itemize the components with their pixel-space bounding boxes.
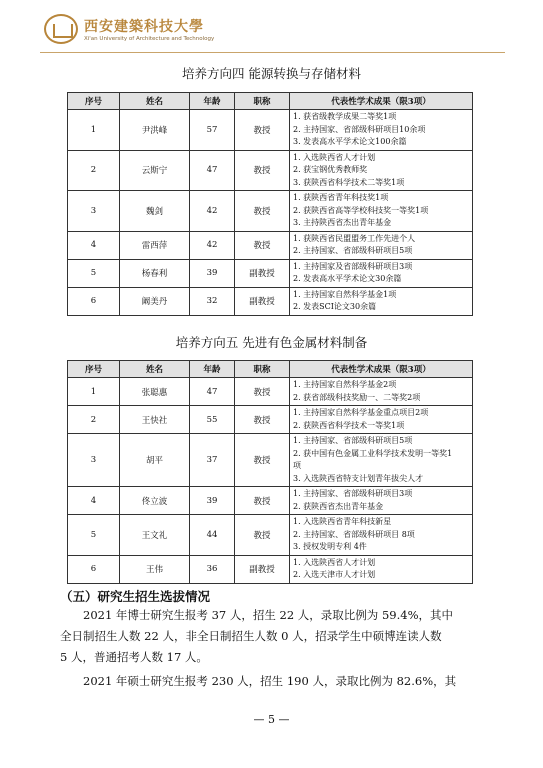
cell-age: 42 — [190, 231, 235, 259]
column-header: 序号 — [68, 93, 120, 110]
achievement-line: 2. 主持国家、省部级科研项目 8项 — [293, 529, 415, 539]
achievement-line: 1. 主持国家、省部级科研项目5项 — [293, 436, 413, 445]
cell-no: 2 — [68, 406, 120, 434]
cell-no: 5 — [68, 515, 120, 556]
cell-title: 教授 — [235, 487, 290, 515]
cell-achievements — [290, 555, 473, 583]
cell-name: 魏剑 — [120, 191, 190, 232]
achievement-line: 2. 获陕西省科学技术一等奖1项 — [293, 420, 405, 430]
achievement-line: 1. 主持国家及省部级科研项目3项 — [293, 261, 413, 271]
achievement-line: 3. 获陕西省科学技术二等奖1项 — [293, 177, 405, 187]
achievement-line: 1. 入选陕西省人才计划 — [293, 152, 376, 162]
cell-age: 47 — [190, 150, 235, 191]
university-name-en: Xi'an University of Architecture and Technology — [84, 36, 215, 42]
table-row — [68, 515, 473, 556]
cell-achievements — [290, 191, 473, 232]
university-logo — [44, 12, 244, 48]
recruitment-paragraph-1 — [60, 605, 480, 668]
achievement-line: 2. 主持国家、省部级科研项目10余项 — [293, 124, 426, 134]
column-header: 姓名 — [120, 361, 190, 378]
recruitment-heading: （五）研究生招生选拔情况 — [60, 589, 211, 604]
cell-achievements — [290, 150, 473, 191]
cell-title: 副教授 — [235, 259, 290, 287]
achievement-line: 2. 发表SCI论文30余篇 — [293, 302, 377, 311]
cell-name: 王伟 — [120, 555, 190, 583]
table-row — [68, 110, 473, 151]
paragraph-line: 2021 年硕士研究生报考 230 人，招生 190 人，录取比例为 82.6%，其 — [83, 674, 457, 688]
achievement-line: 3. 主持陕西省杰出青年基金 — [293, 218, 392, 227]
table-row — [68, 150, 473, 191]
table-row — [68, 406, 473, 434]
cell-achievements — [290, 259, 473, 287]
cell-age: 44 — [190, 515, 235, 556]
achievement-line: 3. 入选陕西省特支计划青年拔尖人才 — [293, 473, 424, 483]
cell-name: 尹洪峰 — [120, 110, 190, 151]
achievement-line: 2. 入选天津市人才计划 — [293, 570, 376, 579]
cell-no: 4 — [68, 487, 120, 515]
table-row — [68, 555, 473, 583]
achievement-line: 1. 获陕西省青年科技奖1项 — [293, 193, 389, 202]
cell-no: 2 — [68, 150, 120, 191]
cell-age: 42 — [190, 191, 235, 232]
column-header: 职称 — [235, 93, 290, 110]
achievement-line: 2. 发表高水平学术论文30余篇 — [293, 274, 402, 283]
cell-achievements — [290, 487, 473, 515]
column-header: 职称 — [235, 361, 290, 378]
cell-age: 32 — [190, 287, 235, 315]
column-header: 代表性学术成果（限3项） — [290, 361, 473, 378]
cell-age: 37 — [190, 434, 235, 487]
cell-no: 1 — [68, 378, 120, 406]
cell-name: 云斯宁 — [120, 150, 190, 191]
cell-title: 教授 — [235, 191, 290, 232]
cell-title: 副教授 — [235, 287, 290, 315]
cell-title: 教授 — [235, 515, 290, 556]
paragraph-line: 5 人，普通招考人数 17 人。 — [60, 650, 208, 664]
achievement-line: 2. 获陕西省杰出青年基金 — [293, 501, 384, 511]
cell-achievements — [290, 110, 473, 151]
section5-table — [67, 360, 473, 584]
cell-age: 36 — [190, 555, 235, 583]
university-emblem-icon — [44, 14, 78, 44]
cell-title: 副教授 — [235, 555, 290, 583]
cell-age: 47 — [190, 378, 235, 406]
achievement-line: 项 — [293, 461, 301, 470]
cell-name: 胡平 — [120, 434, 190, 487]
achievement-line: 2. 获陕西省高等学校科技奖一等奖1项 — [293, 205, 429, 215]
table-row — [68, 259, 473, 287]
recruitment-paragraph-2 — [60, 671, 480, 692]
page-number: — 5 — — [253, 713, 290, 726]
achievement-line: 1. 获省级教学成果二等奖1项 — [293, 112, 397, 121]
table-row — [68, 231, 473, 259]
table-row — [68, 434, 473, 487]
cell-name: 杨春利 — [120, 259, 190, 287]
cell-achievements — [290, 406, 473, 434]
section4-title: 培养方向四 能源转换与存储材料 — [182, 66, 361, 81]
achievement-line: 1. 主持国家自然科学基金1项 — [293, 289, 397, 299]
paragraph-line: 全日制招生人数 22 人，非全日制招生人数 0 人，招录学生中硕博连读人数 — [60, 629, 442, 643]
achievement-line: 1. 入选陕西省青年科技新星 — [293, 517, 392, 526]
cell-no: 5 — [68, 259, 120, 287]
cell-name: 王文礼 — [120, 515, 190, 556]
cell-name: 张聪惠 — [120, 378, 190, 406]
column-header: 姓名 — [120, 93, 190, 110]
cell-achievements — [290, 287, 473, 315]
achievement-line: 1. 获陕西省民盟盟务工作先进个人 — [293, 233, 416, 243]
column-header: 年龄 — [190, 93, 235, 110]
achievement-line: 3. 发表高水平学术论文100余篇 — [293, 137, 407, 146]
achievement-line: 2. 获省部级科技奖励一、二等奖2项 — [293, 392, 421, 402]
cell-name: 雷西萍 — [120, 231, 190, 259]
table-row — [68, 487, 473, 515]
achievement-line: 3. 授权发明专利 4件 — [293, 542, 367, 551]
cell-age: 57 — [190, 110, 235, 151]
achievement-line: 1. 主持国家、省部级科研项目3项 — [293, 489, 413, 498]
cell-age: 55 — [190, 406, 235, 434]
cell-no: 3 — [68, 191, 120, 232]
cell-achievements — [290, 378, 473, 406]
cell-name: 佟立波 — [120, 487, 190, 515]
cell-name: 王快社 — [120, 406, 190, 434]
cell-title: 教授 — [235, 406, 290, 434]
cell-no: 6 — [68, 555, 120, 583]
table-row — [68, 378, 473, 406]
cell-achievements — [290, 515, 473, 556]
table-row — [68, 191, 473, 232]
cell-title: 教授 — [235, 231, 290, 259]
cell-title: 教授 — [235, 434, 290, 487]
cell-no: 6 — [68, 287, 120, 315]
paragraph-line: 2021 年博士研究生报考 37 人，招生 22 人，录取比例为 59.4%，其中 — [83, 608, 453, 622]
cell-title: 教授 — [235, 378, 290, 406]
table-row — [68, 287, 473, 315]
cell-age: 39 — [190, 487, 235, 515]
cell-no: 3 — [68, 434, 120, 487]
column-header: 年龄 — [190, 361, 235, 378]
section5-title: 培养方向五 先进有色金属材料制备 — [175, 335, 368, 350]
cell-achievements — [290, 434, 473, 487]
achievement-line: 2. 获宝钢优秀教师奖 — [293, 165, 368, 174]
column-header: 序号 — [68, 361, 120, 378]
achievement-line: 1. 主持国家自然科学基金重点项目2项 — [293, 408, 429, 417]
header-divider — [40, 52, 505, 53]
achievement-line: 2. 主持国家、省部级科研项目5项 — [293, 246, 413, 255]
cell-achievements — [290, 231, 473, 259]
achievement-line: 2. 获中国有色金属工业科学技术发明一等奖1 — [293, 448, 453, 458]
cell-title: 教授 — [235, 110, 290, 151]
column-header: 代表性学术成果（限3项） — [290, 93, 473, 110]
cell-title: 教授 — [235, 150, 290, 191]
achievement-line: 1. 主持国家自然科学基金2项 — [293, 380, 397, 389]
achievement-line: 1. 入选陕西省人才计划 — [293, 557, 376, 567]
cell-age: 39 — [190, 259, 235, 287]
university-name-cn: 西安建築科技大學 — [84, 19, 204, 35]
cell-no: 4 — [68, 231, 120, 259]
section4-table — [67, 92, 473, 316]
cell-name: 阚美丹 — [120, 287, 190, 315]
cell-no: 1 — [68, 110, 120, 151]
